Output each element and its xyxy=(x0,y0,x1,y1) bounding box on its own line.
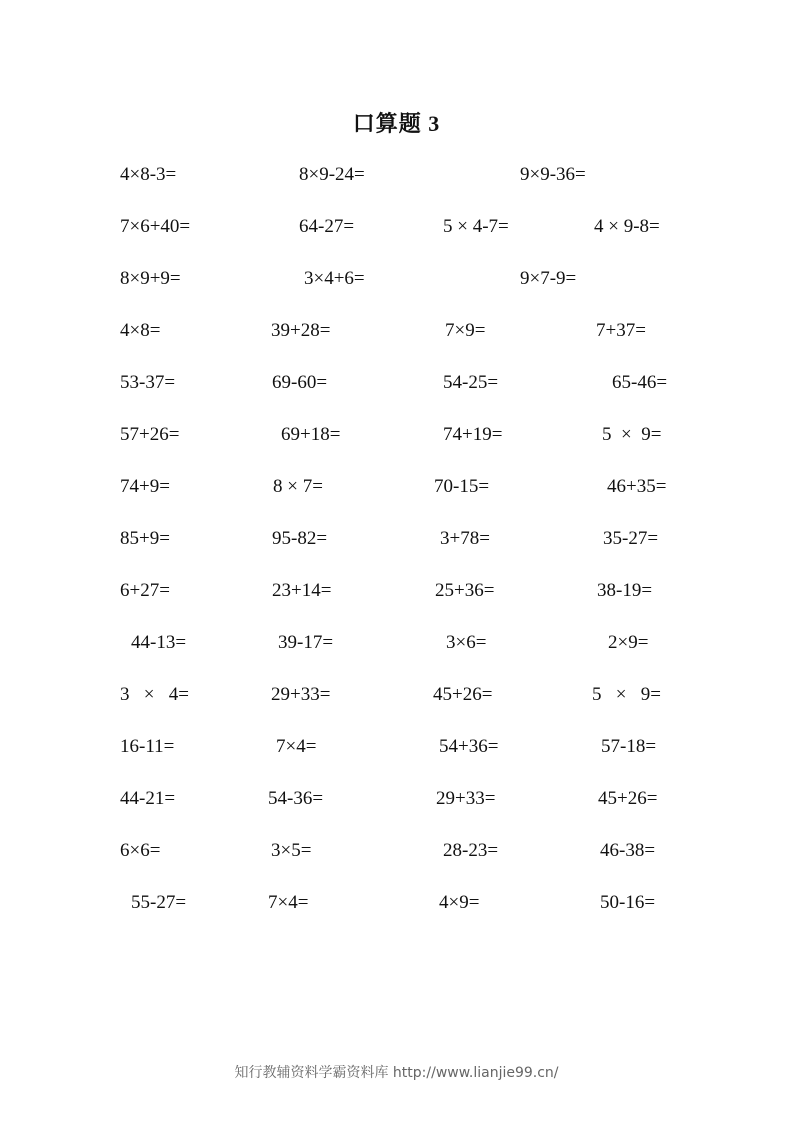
math-problem: 2×9= xyxy=(608,632,649,653)
problem-row xyxy=(0,888,793,918)
math-problem: 54-25= xyxy=(443,372,499,393)
math-problem: 50-16= xyxy=(600,892,656,913)
math-problem: 5 × 9= xyxy=(602,424,662,445)
math-problem: 65-46= xyxy=(612,372,668,393)
problem-row xyxy=(0,732,793,762)
problem-row xyxy=(0,264,793,294)
math-problem: 8×9+9= xyxy=(120,268,181,289)
math-problem: 9×9-36= xyxy=(520,164,586,185)
math-problem: 4×8= xyxy=(120,320,161,341)
math-problem: 25+36= xyxy=(435,580,495,601)
math-problem: 39+28= xyxy=(271,320,331,341)
math-problem: 35-27= xyxy=(603,528,659,549)
math-problem: 85+9= xyxy=(120,528,170,549)
math-problem: 3×6= xyxy=(446,632,487,653)
math-problem: 4 × 9-8= xyxy=(594,216,660,237)
math-problem: 3 × 4= xyxy=(120,684,189,705)
math-problem: 46-38= xyxy=(600,840,656,861)
math-problem: 57+26= xyxy=(120,424,180,445)
math-problem: 29+33= xyxy=(436,788,496,809)
math-problem: 54+36= xyxy=(439,736,499,757)
math-problem: 3×5= xyxy=(271,840,312,861)
math-problem: 39-17= xyxy=(278,632,334,653)
math-problem: 7×9= xyxy=(445,320,486,341)
math-problem: 95-82= xyxy=(272,528,328,549)
problem-row xyxy=(0,420,793,450)
math-problem: 74+9= xyxy=(120,476,170,497)
math-problem: 7×4= xyxy=(268,892,309,913)
math-problem: 53-37= xyxy=(120,372,176,393)
math-problem: 38-19= xyxy=(597,580,653,601)
math-problem: 55-27= xyxy=(131,892,187,913)
problem-row xyxy=(0,784,793,814)
math-problem: 3+78= xyxy=(440,528,490,549)
math-problem: 9×7-9= xyxy=(520,268,577,289)
math-problem: 44-13= xyxy=(131,632,187,653)
problem-row xyxy=(0,316,793,346)
math-problem: 8×9-24= xyxy=(299,164,365,185)
math-problem: 7×6+40= xyxy=(120,216,191,237)
math-problem: 70-15= xyxy=(434,476,490,497)
math-problem: 8 × 7= xyxy=(273,476,323,497)
math-problem: 44-21= xyxy=(120,788,176,809)
math-problem: 57-18= xyxy=(601,736,657,757)
math-problem: 45+26= xyxy=(598,788,658,809)
math-problem: 28-23= xyxy=(443,840,499,861)
math-problem: 7×4= xyxy=(276,736,317,757)
math-problem: 64-27= xyxy=(299,216,355,237)
math-problem: 4×9= xyxy=(439,892,480,913)
math-problem: 45+26= xyxy=(433,684,493,705)
problem-row xyxy=(0,576,793,606)
math-problem: 46+35= xyxy=(607,476,667,497)
math-problem: 5 × 9= xyxy=(592,684,661,705)
problem-row xyxy=(0,368,793,398)
math-problem: 16-11= xyxy=(120,736,175,757)
footer-source: 知行教辅资料学霸资料库 http://www.lianjie99.cn/ xyxy=(234,1065,559,1081)
math-problem: 69-60= xyxy=(272,372,328,393)
problem-row xyxy=(0,212,793,242)
math-problem: 29+33= xyxy=(271,684,331,705)
problem-row xyxy=(0,160,793,190)
problem-row xyxy=(0,524,793,554)
math-problem: 3×4+6= xyxy=(304,268,365,289)
math-problem: 74+19= xyxy=(443,424,503,445)
page-title: 口算题 3 xyxy=(352,111,441,136)
math-problem: 69+18= xyxy=(281,424,341,445)
problem-row xyxy=(0,680,793,710)
math-problem: 54-36= xyxy=(268,788,324,809)
math-problem: 6+27= xyxy=(120,580,170,601)
math-problem: 4×8-3= xyxy=(120,164,177,185)
math-problem: 5 × 4-7= xyxy=(443,216,509,237)
math-problem: 7+37= xyxy=(596,320,646,341)
problem-row xyxy=(0,472,793,502)
problem-row xyxy=(0,836,793,866)
math-problem: 6×6= xyxy=(120,840,161,861)
math-problem: 23+14= xyxy=(272,580,332,601)
problem-row xyxy=(0,628,793,658)
